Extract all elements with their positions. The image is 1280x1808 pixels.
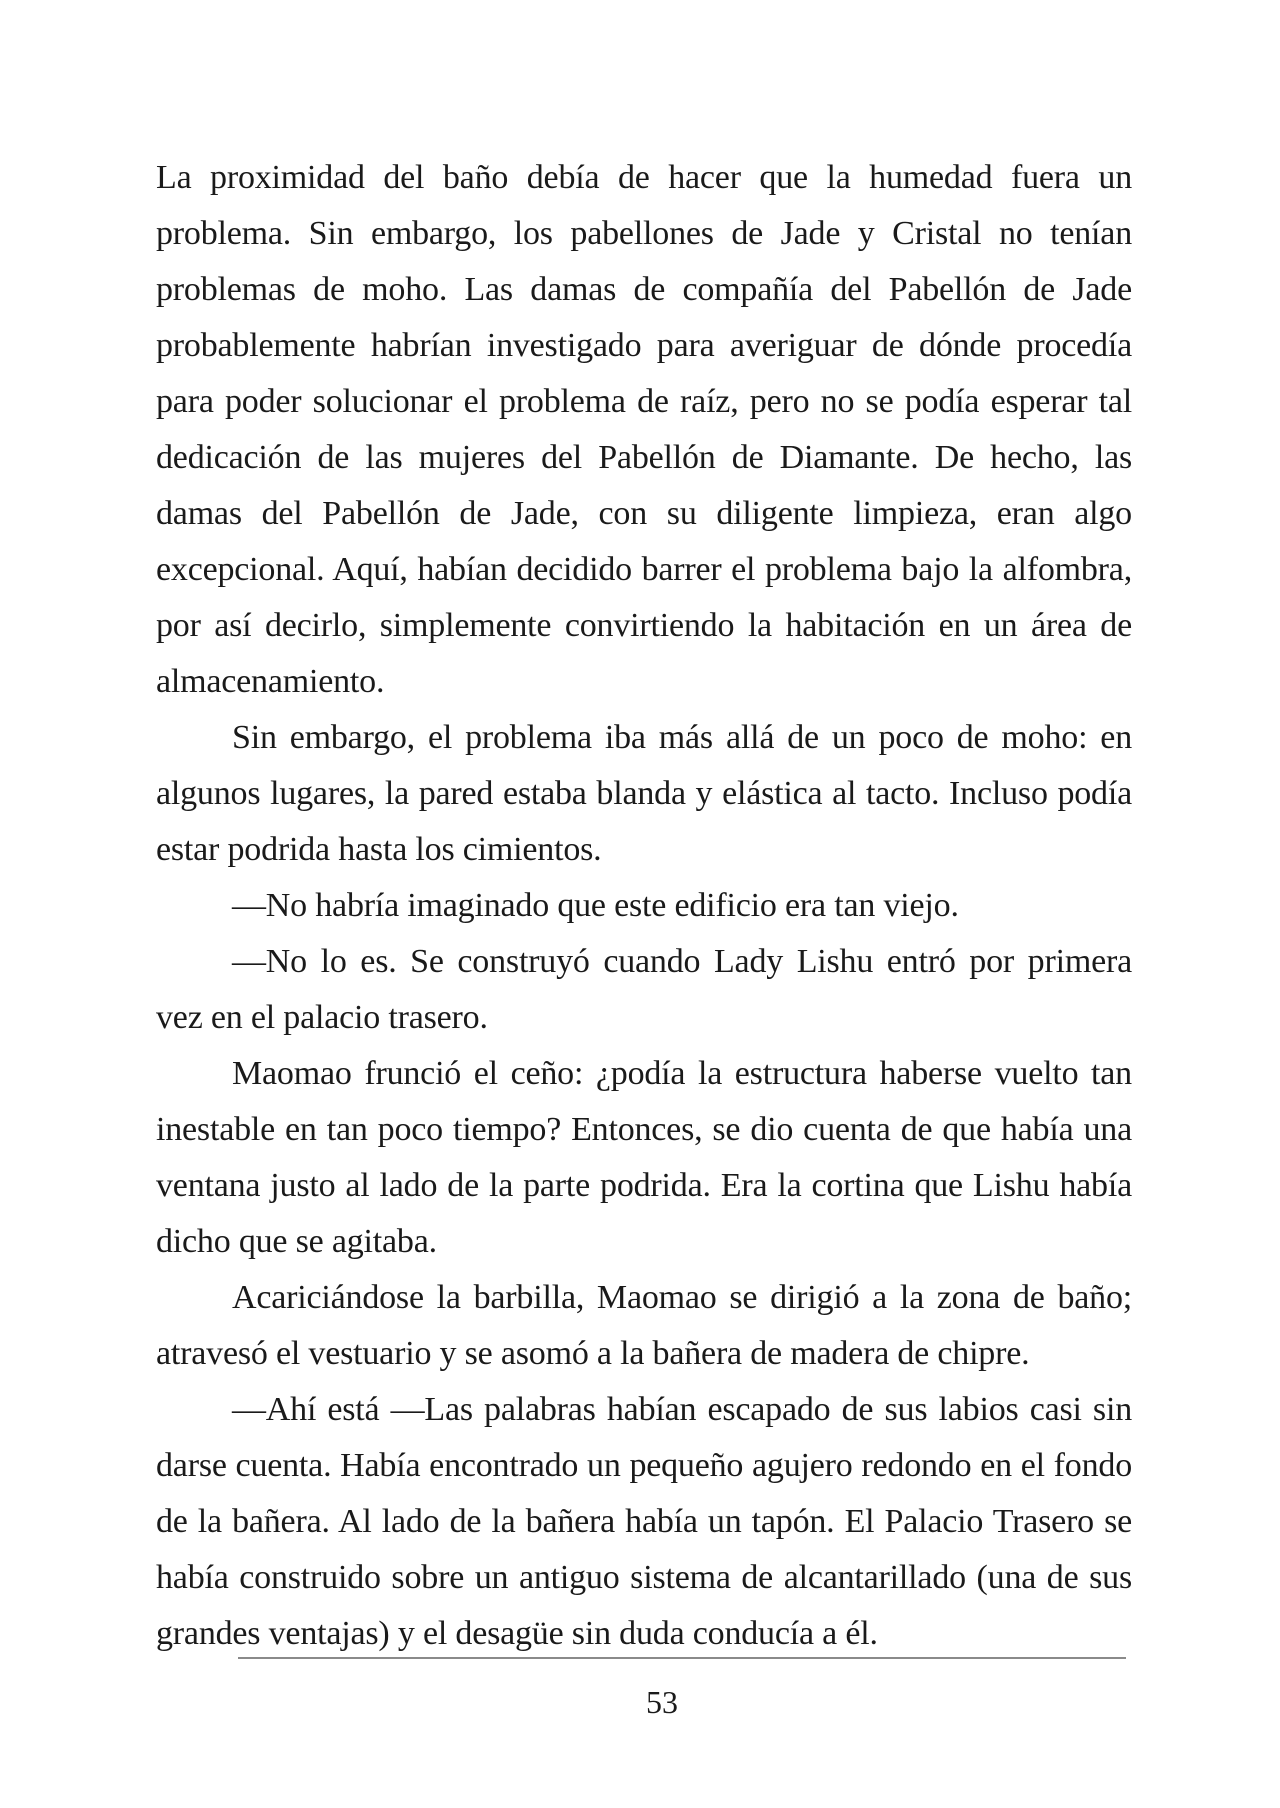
page-number: 53 — [646, 1684, 678, 1720]
paragraph: La proximidad del baño debía de hacer que la humedad fuera un problema. Sin embargo, los pabellones de Jade y Cristal no tenían problemas de moho. Las damas de compañía del Pabellón de Jade probablemente habrían investigado para averiguar de dónde procedía para poder solucionar el problema de raíz, pero no se podía esperar tal dedicación de las mujeres del Pabellón de Diamante. De hecho, las damas del Pabellón de Jade, con su diligente limpieza, eran algo excepcional. Aquí, habían decidido barrer el problema bajo la alfombra, por así decirlo, simplemente convirtiendo la habitación en un área de almacenamiento. — [156, 159, 1132, 700]
paragraph: Maomao frunció el ceño: ¿podía la estructura haberse vuelto tan inestable en tan poco tiempo? Entonces, se dio cuenta de que había una ventana justo al lado de la parte podrida. Era la cortina que Lishu había dicho que se agitaba. — [156, 1055, 1132, 1260]
dialogue-line: —Ahí está —Las palabras habían escapado de sus labios casi sin darse cuenta. Había encontrado un pequeño agujero redondo en el fondo de la bañera. Al lado de la bañera había un tapón. El Palacio Trasero se había construido sobre un antiguo sistema de alcantarillado (una de sus grandes ventajas) y el desagüe sin duda conducía a él. — [156, 1391, 1132, 1652]
paragraph: Acariciándose la barbilla, Maomao se dirigió a la zona de baño; atravesó el vestuario y se asomó a la bañera de madera de chipre. — [156, 1279, 1132, 1372]
body-text — [156, 150, 1132, 1662]
paragraph: Sin embargo, el problema iba más allá de un poco de moho: en algunos lugares, la pared estaba blanda y elástica al tacto. Incluso podía estar podrida hasta los cimientos. — [156, 719, 1132, 868]
footer-divider — [238, 1657, 1126, 1659]
dialogue-line: —No habría imaginado que este edificio era tan viejo. — [232, 887, 959, 924]
dialogue-line: —No lo es. Se construyó cuando Lady Lishu entró por primera vez en el palacio trasero. — [156, 943, 1132, 1036]
